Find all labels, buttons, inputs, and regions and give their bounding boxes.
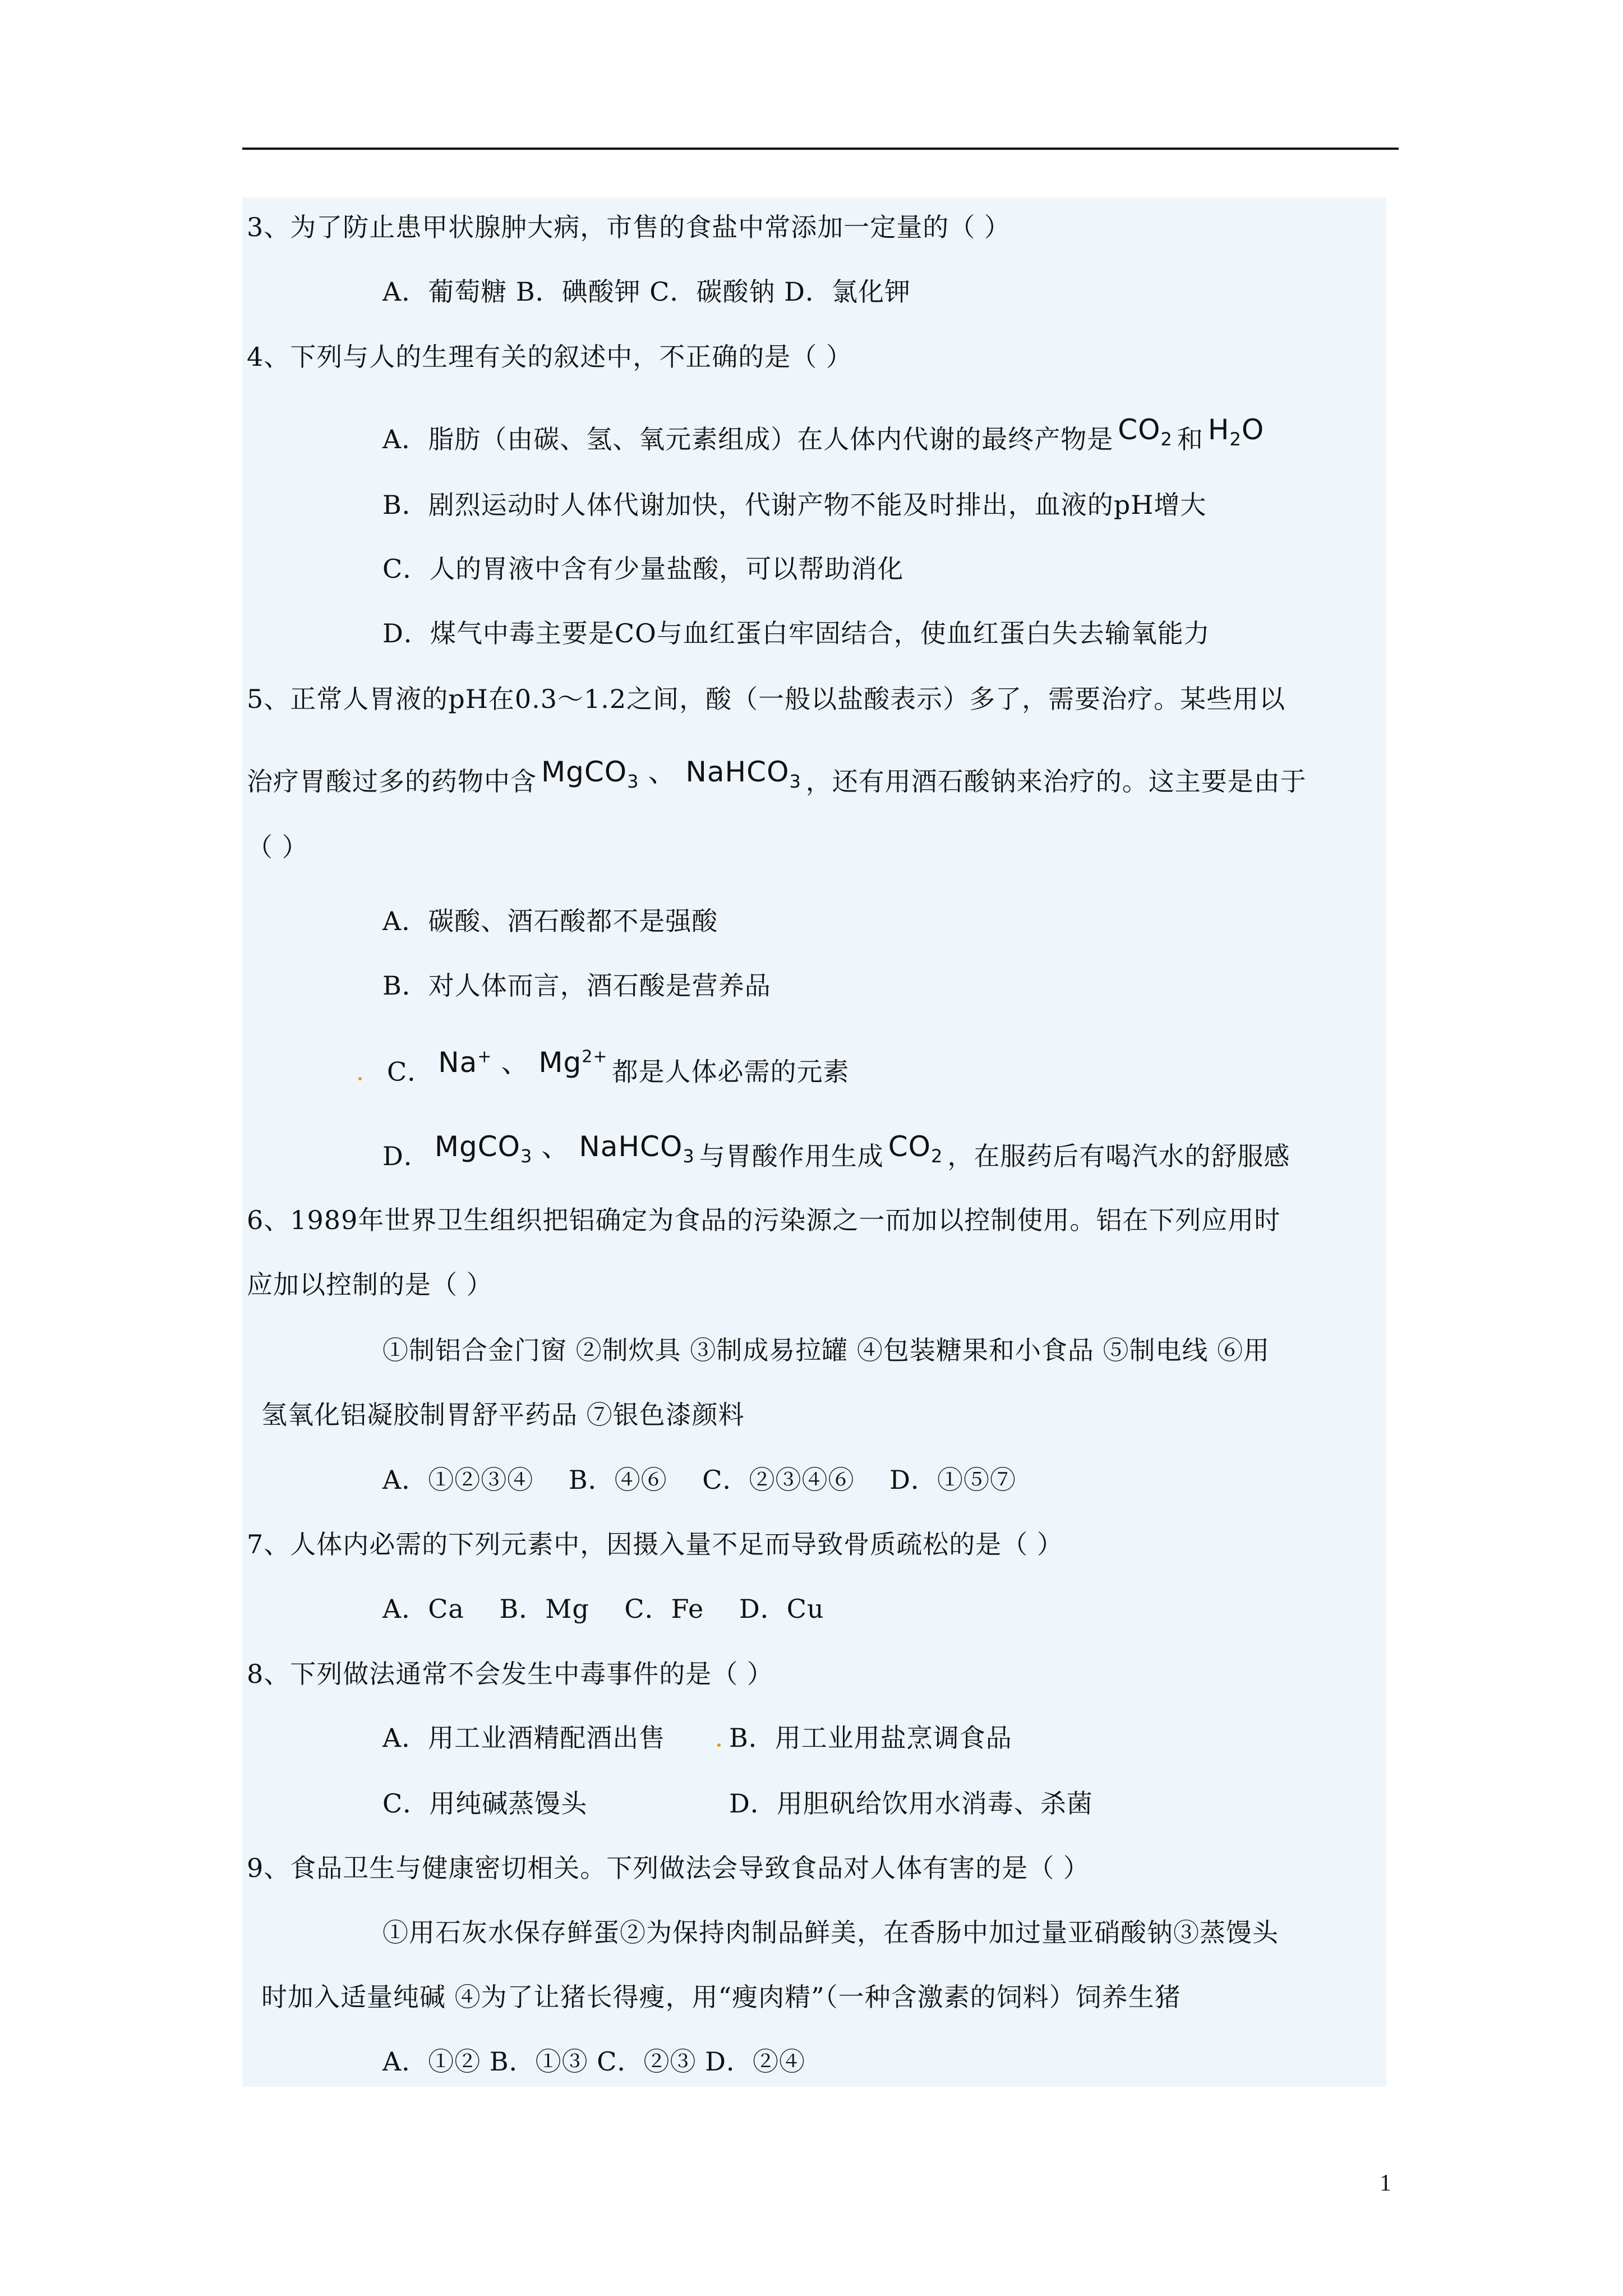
- q8-option-b: B．用工业用盐烹调食品: [729, 1723, 1012, 1753]
- q8-stem: 8、下列做法通常不会发生中毒事件的是（ ）: [247, 1659, 773, 1689]
- na-ion: Na+: [438, 1046, 492, 1079]
- q3-stem: 3、为了防止患甲状腺肿大病，市售的食盐中常添加一定量的（ ）: [247, 212, 1011, 242]
- q3-options: A．葡萄糖 B．碘酸钾 C．碳酸钠 D．氯化钾: [382, 277, 911, 307]
- nahco3-formula: NaHCO$_3$: [579, 1130, 695, 1167]
- header-rule: [242, 148, 1399, 150]
- q5-stem-line3: （ ）: [247, 832, 308, 862]
- mgco3-formula: MgCO$_3$: [434, 1130, 533, 1167]
- page-number: 1: [1380, 2170, 1391, 2196]
- q9-stem: 9、食品卫生与健康密切相关。下列做法会导致食品对人体有害的是（ ）: [247, 1853, 1090, 1883]
- q7-options: A．Ca B．Mg C．Fe D．Cu: [382, 1594, 824, 1624]
- co2-formula: $CO_2$: [1118, 413, 1173, 450]
- q4-option-b: B．剧烈运动时人体代谢加快，代谢产物不能及时排出，血液的pH增大: [382, 490, 1207, 520]
- q6-items-line1: ①制铝合金门窗 ②制炊具 ③制成易拉罐 ④包装糖果和小食品 ⑤制电线 ⑥用: [382, 1335, 1270, 1365]
- q8-option-d: D．用胆矾给饮用水消毒、杀菌: [729, 1788, 1093, 1819]
- q7-stem: 7、人体内必需的下列元素中，因摄入量不足而导致骨质疏松的是（ ）: [247, 1529, 1063, 1559]
- q5-option-b: B．对人体而言，酒石酸是营养品: [382, 970, 771, 1001]
- q5-option-c: C． Na+ 、 $Mg^{2+}$都是人体必需的元素: [387, 1046, 850, 1087]
- co2-formula: $CO_2$: [888, 1130, 943, 1167]
- mg-ion: $Mg^{2+}$: [538, 1046, 608, 1079]
- q9-options: A．①② B．①③ C．②③ D．②④: [382, 2046, 805, 2077]
- q4-option-c: C．人的胃液中含有少量盐酸，可以帮助消化: [382, 554, 904, 584]
- q4-stem: 4、下列与人的生理有关的叙述中，不正确的是（ ）: [247, 342, 852, 372]
- q5-stem-line2: 治疗胃酸过多的药物中含 MgCO$_3$ 、 NaHCO$_3$ ，还有用酒石酸钠来治疗的。这主要是由于: [247, 756, 1307, 797]
- q5-stem-line1: 5、正常人胃液的pH在0.3～1.2之间，酸（一般以盐酸表示）多了，需要治疗。某些用以: [247, 684, 1286, 714]
- nahco3-formula: NaHCO$_3$: [685, 756, 801, 792]
- q5-option-d: D． MgCO$_3$ 、 NaHCO$_3$ 与胃酸作用生成 $CO_2$ ，在服药后有喝汽水的舒服感: [382, 1130, 1290, 1171]
- q6-options: A．①②③④ B．④⑥ C．②③④⑥ D．①⑤⑦: [382, 1465, 1016, 1495]
- q5-option-a: A．碳酸、酒石酸都不是强酸: [382, 906, 718, 936]
- q4-option-a: A．脂肪（由碳、氢、氧元素组成）在人体内代谢的最终产物是 $CO_2$ 和 $H_2O$: [382, 413, 1265, 454]
- q9-items-line1: ①用石灰水保存鲜蛋②为保持肉制品鲜美，在香肠中加过量亚硝酸钠③蒸馒头: [382, 1917, 1279, 1948]
- q8-option-a: A．用工业酒精配酒出售: [382, 1723, 666, 1753]
- q6-stem-line2: 应加以控制的是（ ）: [247, 1269, 493, 1300]
- q9-items-line2: 时加入适量纯碱 ④为了让猪长得瘦，用“瘦肉精”（一种含激素的饲料）饲养生猪: [261, 1982, 1181, 2012]
- h2o-formula: $H_2O$: [1207, 413, 1265, 450]
- stray-mark: [717, 1743, 721, 1747]
- q4-option-d: D．煤气中毒主要是CO与血红蛋白牢固结合，使血红蛋白失去输氧能力: [382, 618, 1210, 648]
- q4-option-a-text: A．脂肪（由碳、氢、氧元素组成）在人体内代谢的最终产物是: [382, 424, 1114, 454]
- mgco3-formula: MgCO$_3$: [541, 756, 639, 792]
- q6-stem-line1: 6、1989年世界卫生组织把铝确定为食品的污染源之一而加以控制使用。铝在下列应用时: [247, 1205, 1281, 1235]
- stray-mark: [358, 1077, 362, 1080]
- q8-option-c: C．用纯碱蒸馒头: [382, 1788, 588, 1819]
- q6-items-line2: 氢氧化铝凝胶制胃舒平药品 ⑦银色漆颜料: [261, 1400, 745, 1430]
